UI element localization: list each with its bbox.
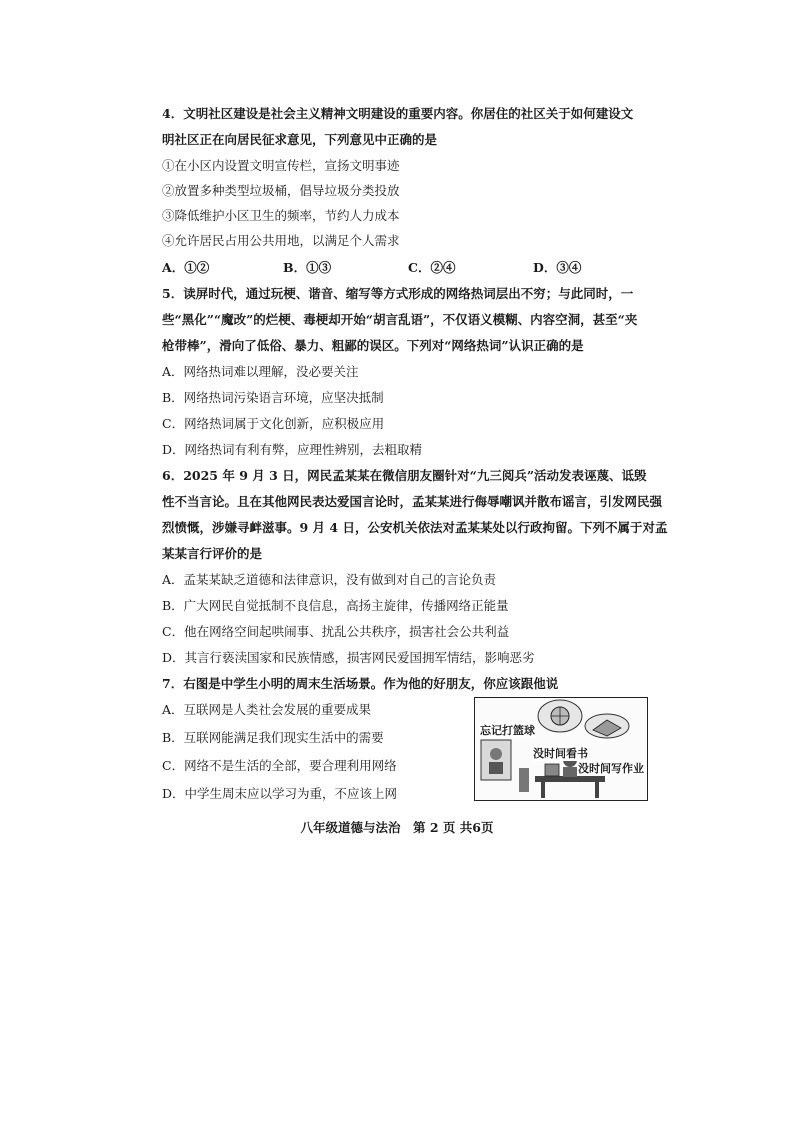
q4-item-3: ③降低维护小区卫生的频率，节约人力成本 xyxy=(162,208,400,223)
q5-option-b: B．网络热词污染语言环境，应坚决抵制 xyxy=(162,390,384,405)
q5-stem-line2: 些“黑化”“魔改”的烂梗、毒梗却开始“胡言乱语”，不仅语义模糊、内容空洞，甚至“夹 xyxy=(162,312,638,327)
label-no-time-homework: 没时间写作业 xyxy=(578,762,644,775)
q6-option-a: A．孟某某缺乏道德和法律意识，没有做到对自己的言论负责 xyxy=(162,572,497,587)
q7-option-b: B．互联网能满足我们现实生活中的需要 xyxy=(162,730,384,745)
q7-stem: 7．右图是中学生小明的周末生活场景。作为他的好朋友，你应该跟他说 xyxy=(162,676,559,691)
q4-option-d: D．③④ xyxy=(533,260,582,275)
q6-stem-line1: 6．2025 年 9 月 3 日，网民孟某某在微信朋友圈针对“九三阅兵”活动发表诬蔑、诋毁 xyxy=(162,468,647,483)
q6-option-b: B．广大网民自觉抵制不良信息，高扬主旋律，传播网络正能量 xyxy=(162,598,509,613)
page-footer: 八年级道德与法治 第 2 页 共6页 xyxy=(300,820,494,835)
label-forgot-basketball: 忘记打篮球 xyxy=(480,724,535,737)
q4-item-1: ①在小区内设置文明宣传栏，宣扬文明事迹 xyxy=(162,158,400,173)
q5-option-a: A．网络热词难以理解，没必要关注 xyxy=(162,364,359,379)
q7-option-c: C．网络不是生活的全部，要合理利用网络 xyxy=(162,758,397,773)
q5-option-d: D．网络热词有利有弊，应理性辨别，去粗取精 xyxy=(162,442,423,457)
q5-option-c: C．网络热词属于文化创新，应积极应用 xyxy=(162,416,385,431)
q6-stem-line4: 某某言行评价的是 xyxy=(162,546,263,561)
q4-item-4: ④允许居民占用公共用地，以满足个人需求 xyxy=(162,233,400,248)
computer-tower-icon xyxy=(519,768,529,792)
q5-stem-line3: 枪带棒”，滑向了低俗、暴力、粗鄙的误区。下列对“网络热词”认识正确的是 xyxy=(162,338,584,353)
q4-option-b: B．①③ xyxy=(283,260,332,275)
q6-stem-line3: 烈愤慨，涉嫌寻衅滋事。9 月 4 日，公安机关依法对孟某某处以行政拘留。下列不属于对孟 xyxy=(162,520,668,535)
q7-illustration xyxy=(474,697,648,801)
q4-item-2: ②放置多种类型垃圾桶，倡导垃圾分类投放 xyxy=(162,183,400,198)
q5-stem-line1: 5．读屏时代，通过玩梗、谐音、缩写等方式形成的网络热词层出不穷；与此同时，一 xyxy=(162,286,634,301)
q7-option-a: A．互联网是人类社会发展的重要成果 xyxy=(162,702,372,717)
q4-option-c: C．②④ xyxy=(408,260,456,275)
monitor-icon xyxy=(545,764,559,776)
q7-option-d: D．中学生周末应以学习为重，不应该上网 xyxy=(162,786,398,801)
label-no-time-reading: 没时间看书 xyxy=(533,747,588,760)
q4-option-a: A．①② xyxy=(162,260,210,275)
q6-option-d: D．其言行亵渎国家和民族情感，损害网民爱国拥军情结，影响恶劣 xyxy=(162,650,535,665)
q6-stem-line2: 性不当言论。且在其他网民表达爱国言论时，孟某某进行侮辱嘲讽并散布谣言，引发网民强 xyxy=(162,494,663,509)
q4-stem-line1: 4．文明社区建设是社会主义精神文明建设的重要内容。你居住的社区关于如何建设文 xyxy=(162,106,634,121)
q6-option-c: C．他在网络空间起哄闹事、扰乱公共秩序，损害社会公共利益 xyxy=(162,624,510,639)
q4-stem-line2: 明社区正在向居民征求意见，下列意见中正确的是 xyxy=(162,132,438,147)
